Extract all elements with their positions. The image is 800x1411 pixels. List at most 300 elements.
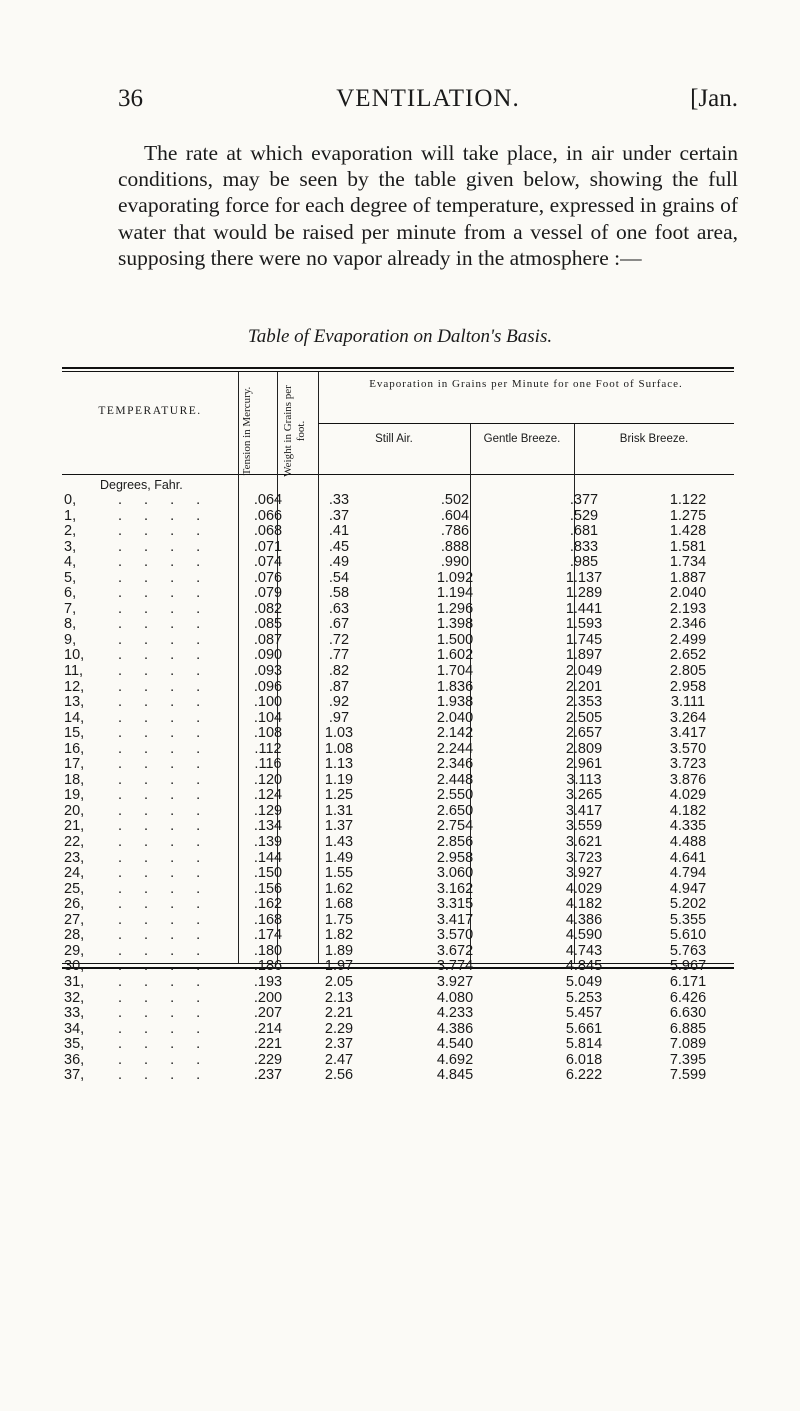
cell-gentle-breeze: 4.845 [565,958,603,975]
cell-still-air: 2.346 [436,756,474,773]
leader-dots: . . . . [118,709,210,726]
cell-brisk-breeze: 4.641 [669,849,707,866]
cell-degree: 7, [64,600,77,617]
header-gentle-breeze: Gentle Breeze. [483,433,561,445]
cell-degree: 5, [64,569,77,586]
cell-degree: 36, [64,1051,85,1068]
cell-brisk-breeze: 4.029 [669,787,707,804]
cell-brisk-breeze: 4.947 [669,880,707,897]
cell-weight: .72 [328,631,350,648]
cell-gentle-breeze: 2.201 [565,678,603,695]
leader-dots: . . . . [118,802,210,819]
leader-dots: . . . . [118,1005,210,1022]
leader-dots: . . . . [118,678,210,695]
cell-gentle-breeze: 2.657 [565,725,603,742]
cell-gentle-breeze: .985 [569,554,599,571]
cell-tension: .066 [253,507,283,524]
table-row [62,680,734,696]
table-row [62,711,734,727]
table-caption: Table of Evaporation on Dalton's Basis. [247,326,553,347]
cell-tension: .193 [253,973,283,990]
cell-still-air: 2.958 [436,849,474,866]
cell-tension: .082 [253,600,283,617]
cell-tension: .085 [253,616,283,633]
leader-dots: . . . . [118,538,210,555]
cell-degree: 22, [64,834,85,851]
cell-still-air: 4.233 [436,1005,474,1022]
cell-gentle-breeze: 3.621 [565,834,603,851]
units-label: Degrees, Fahr. [100,478,183,492]
cell-brisk-breeze: 6.171 [669,973,707,990]
cell-gentle-breeze: .681 [569,523,599,540]
cell-weight: .67 [328,616,350,633]
cell-still-air: 1.836 [436,678,474,695]
cell-tension: .108 [253,725,283,742]
cell-still-air: 4.080 [436,989,474,1006]
cell-gentle-breeze: 1.137 [565,569,603,586]
cell-still-air: 4.540 [436,1036,474,1053]
cell-weight: .82 [328,663,350,680]
leader-dots: . . . . [118,942,210,959]
cell-degree: 13, [64,694,85,711]
cell-brisk-breeze: 6.426 [669,989,707,1006]
table-body [62,493,734,1084]
cell-still-air: 1.704 [436,663,474,680]
cell-degree: 15, [64,725,85,742]
cell-weight: .41 [328,523,350,540]
cell-tension: .120 [253,771,283,788]
leader-dots: . . . . [118,663,210,680]
cell-brisk-breeze: 2.346 [669,616,707,633]
cell-tension: .237 [253,1067,283,1084]
cell-tension: .124 [253,787,283,804]
cell-brisk-breeze: 7.599 [669,1067,707,1084]
cell-gentle-breeze: 4.590 [565,927,603,944]
table-row [62,664,734,680]
cell-weight: .54 [328,569,350,586]
cell-gentle-breeze: 1.441 [565,600,603,617]
cell-still-air: 4.845 [436,1067,474,1084]
table-row [62,804,734,820]
cell-still-air: 3.927 [436,973,474,990]
cell-gentle-breeze: 5.049 [565,973,603,990]
cell-brisk-breeze: 2.958 [669,678,707,695]
table-row [62,1022,734,1038]
cell-brisk-breeze: 3.876 [669,771,707,788]
cell-weight: 2.56 [324,1067,354,1084]
leader-dots: . . . . [118,616,210,633]
leader-dots: . . . . [118,585,210,602]
table-row [62,742,734,758]
cell-gentle-breeze: 4.743 [565,942,603,959]
cell-tension: .174 [253,927,283,944]
table-row [62,928,734,944]
cell-degree: 29, [64,942,85,959]
cell-still-air: 2.550 [436,787,474,804]
intro-paragraph: The rate at which evaporation will take place, in air under certain conditions, may be seen by the table given below, showing the full evaporating force for each degree of temperature, expressed in grains of water that would be raised per minute from a vessel of one foot area, supposing there were no vapor already in the atmosphere :— [118,141,738,270]
cell-tension: .093 [253,663,283,680]
cell-still-air: 1.602 [436,647,474,664]
cell-weight: 2.05 [324,973,354,990]
cell-gentle-breeze: 2.049 [565,663,603,680]
cell-degree: 25, [64,880,85,897]
table-row [62,835,734,851]
cell-still-air: 1.500 [436,631,474,648]
leader-dots: . . . . [118,631,210,648]
cell-weight: .58 [328,585,350,602]
table-row [62,1037,734,1053]
cell-tension: .200 [253,989,283,1006]
cell-brisk-breeze: 3.723 [669,756,707,773]
cell-brisk-breeze: 1.734 [669,554,707,571]
cell-brisk-breeze: 1.887 [669,569,707,586]
cell-still-air: 3.672 [436,942,474,959]
cell-degree: 35, [64,1036,85,1053]
cell-still-air: 3.162 [436,880,474,897]
cell-brisk-breeze: 5.355 [669,911,707,928]
cell-brisk-breeze: 1.122 [669,492,707,508]
cell-weight: 1.55 [324,865,354,882]
cell-tension: .150 [253,865,283,882]
cell-tension: .180 [253,942,283,959]
leader-dots: . . . . [118,694,210,711]
cell-tension: .076 [253,569,283,586]
cell-brisk-breeze: 3.111 [670,694,706,711]
header-evaporation-group: Evaporation in Grains per Minute for one Foot of Surface. [369,378,683,390]
table-row [62,991,734,1007]
cell-tension: .071 [253,538,283,555]
cell-weight: .63 [328,600,350,617]
cell-tension: .207 [253,1005,283,1022]
cell-brisk-breeze: 3.417 [669,725,707,742]
cell-weight: 1.49 [324,849,354,866]
cell-tension: .079 [253,585,283,602]
cell-tension: .129 [253,802,283,819]
cell-degree: 4, [64,554,77,571]
cell-still-air: 3.417 [436,911,474,928]
leader-dots: . . . . [118,787,210,804]
cell-still-air: 3.570 [436,927,474,944]
leader-dots: . . . . [118,911,210,928]
cell-still-air: .502 [440,492,470,508]
cell-brisk-breeze: 1.275 [669,507,707,524]
cell-still-air: .604 [440,507,470,524]
cell-gentle-breeze: 5.457 [565,1005,603,1022]
table-row [62,975,734,991]
leader-dots: . . . . [118,880,210,897]
cell-degree: 12, [64,678,85,695]
cell-gentle-breeze: 5.661 [565,1020,603,1037]
cell-tension: .096 [253,678,283,695]
cell-tension: .162 [253,896,283,913]
table-row [62,648,734,664]
leader-dots: . . . . [118,492,210,508]
cell-brisk-breeze: 3.570 [669,740,707,757]
cell-tension: .090 [253,647,283,664]
table-row [62,819,734,835]
cell-weight: 1.03 [324,725,354,742]
table-row [62,944,734,960]
page-number: 36 [118,85,143,112]
cell-gentle-breeze: 2.961 [565,756,603,773]
cell-tension: .139 [253,834,283,851]
table-row [62,524,734,540]
leader-dots: . . . . [118,865,210,882]
table-row [62,695,734,711]
table-row [62,1006,734,1022]
cell-degree: 8, [64,616,77,633]
leader-dots: . . . . [118,771,210,788]
cell-brisk-breeze: 4.488 [669,834,707,851]
cell-tension: .112 [254,740,282,757]
cell-still-air: 2.244 [436,740,474,757]
cell-gentle-breeze: .529 [569,507,599,524]
cell-weight: 1.68 [324,896,354,913]
cell-degree: 34, [64,1020,85,1037]
cell-weight: .33 [328,492,350,508]
leader-dots: . . . . [118,849,210,866]
cell-tension: .229 [253,1051,283,1068]
cell-degree: 23, [64,849,85,866]
leader-dots: . . . . [118,523,210,540]
table-row [62,509,734,525]
cell-gentle-breeze: .833 [569,538,599,555]
leader-dots: . . . . [118,569,210,586]
cell-brisk-breeze: 4.335 [669,818,707,835]
cell-weight: 1.97 [324,958,354,975]
cell-still-air: 2.754 [436,818,474,835]
cell-tension: .221 [253,1036,283,1053]
cell-degree: 28, [64,927,85,944]
cell-weight: .92 [328,694,350,711]
table-row [62,555,734,571]
cell-gentle-breeze: 3.559 [565,818,603,835]
cell-weight: 1.62 [324,880,354,897]
cell-brisk-breeze: 2.040 [669,585,707,602]
cell-degree: 21, [64,818,85,835]
cell-brisk-breeze: 2.805 [669,663,707,680]
cell-weight: 2.21 [324,1005,354,1022]
cell-gentle-breeze: 3.927 [565,865,603,882]
cell-still-air: 2.040 [436,709,474,726]
cell-weight: .77 [328,647,350,664]
cell-degree: 9, [64,631,77,648]
cell-degree: 17, [64,756,85,773]
cell-weight: .87 [328,678,350,695]
cell-tension: .100 [253,694,283,711]
cell-degree: 2, [64,523,77,540]
cell-degree: 30, [64,958,85,975]
cell-degree: 20, [64,802,85,819]
cell-gentle-breeze: 5.814 [565,1036,603,1053]
running-header [118,85,738,125]
cell-weight: 1.43 [324,834,354,851]
table-row [62,586,734,602]
cell-brisk-breeze: 4.182 [669,802,707,819]
cell-degree: 11, [64,663,84,680]
cell-degree: 10, [64,647,85,664]
cell-gentle-breeze: 3.417 [565,802,603,819]
cell-brisk-breeze: 4.794 [669,865,707,882]
cell-weight: 1.82 [324,927,354,944]
cell-degree: 24, [64,865,85,882]
cell-degree: 37, [64,1067,85,1084]
cell-degree: 18, [64,771,85,788]
cell-weight: .97 [328,709,350,726]
cell-weight: 1.25 [324,787,354,804]
table-row [62,540,734,556]
cell-tension: .074 [253,554,283,571]
cell-degree: 6, [64,585,77,602]
cell-brisk-breeze: 5.610 [669,927,707,944]
cell-tension: .156 [253,880,283,897]
cell-still-air: 2.448 [436,771,474,788]
cell-brisk-breeze: 7.089 [669,1036,707,1053]
leader-dots: . . . . [118,896,210,913]
table-row [62,866,734,882]
cell-still-air: 2.856 [436,834,474,851]
cell-brisk-breeze: 6.885 [669,1020,707,1037]
cell-gentle-breeze: 2.505 [565,709,603,726]
cell-weight: 2.37 [324,1036,354,1053]
cell-gentle-breeze: 3.723 [565,849,603,866]
cell-weight: 2.29 [324,1020,354,1037]
leader-dots: . . . . [118,756,210,773]
cell-gentle-breeze: 2.353 [565,694,603,711]
header-brisk-breeze: Brisk Breeze. [619,433,689,445]
cell-still-air: 4.692 [436,1051,474,1068]
cell-tension: .144 [253,849,283,866]
cell-weight: .49 [328,554,350,571]
cell-brisk-breeze: 2.193 [669,600,707,617]
leader-dots: . . . . [118,725,210,742]
header-temperature: TEMPERATURE. [98,405,202,417]
cell-degree: 26, [64,896,85,913]
cell-still-air: .786 [440,523,470,540]
table-row [62,851,734,867]
table-header-rule [62,474,734,475]
cell-still-air: 4.386 [436,1020,474,1037]
cell-weight: 2.47 [324,1051,354,1068]
cell-gentle-breeze: 4.386 [565,911,603,928]
cell-weight: 1.37 [324,818,354,835]
cell-degree: 16, [64,740,85,757]
cell-gentle-breeze: 4.182 [565,896,603,913]
cell-gentle-breeze: 5.253 [565,989,603,1006]
cell-still-air: 1.296 [436,600,474,617]
cell-tension: .134 [253,818,283,835]
cell-still-air: 2.142 [436,725,474,742]
cell-degree: 31, [64,973,85,990]
header-weight: Weight in Grains per foot. [282,385,307,477]
table-row [62,633,734,649]
cell-degree: 27, [64,911,85,928]
cell-tension: .168 [253,911,283,928]
table-top-rule-thin [62,371,734,372]
cell-gentle-breeze: 4.029 [565,880,603,897]
table-row [62,493,734,509]
cell-still-air: 2.650 [436,802,474,819]
table-row [62,788,734,804]
cell-still-air: .888 [440,538,470,555]
leader-dots: . . . . [118,818,210,835]
cell-gentle-breeze: .377 [569,492,599,508]
cell-still-air: 1.398 [436,616,474,633]
cell-degree: 32, [64,989,85,1006]
table-row [62,757,734,773]
cell-brisk-breeze: 2.499 [669,631,707,648]
cell-gentle-breeze: 1.289 [565,585,603,602]
cell-still-air: 1.938 [436,694,474,711]
cell-brisk-breeze: 5.202 [669,896,707,913]
table-row [62,726,734,742]
header-still-air: Still Air. [375,433,413,445]
cell-still-air: .990 [440,554,470,571]
leader-dots: . . . . [118,1036,210,1053]
leader-dots: . . . . [118,740,210,757]
running-title: VENTILATION. [336,85,520,112]
cell-tension: .186 [253,958,283,975]
cell-tension: .214 [253,1020,283,1037]
running-date: [Jan. [690,85,738,112]
cell-still-air: 1.092 [436,569,474,586]
cell-gentle-breeze: 3.265 [565,787,603,804]
table-row [62,617,734,633]
table-row [62,913,734,929]
cell-still-air: 1.194 [436,585,474,602]
leader-dots: . . . . [118,958,210,975]
header-tension: Tension in Mercury. [241,386,253,476]
table-row [62,773,734,789]
leader-dots: . . . . [118,989,210,1006]
leader-dots: . . . . [118,1051,210,1068]
cell-gentle-breeze: 2.809 [565,740,603,757]
cell-gentle-breeze: 1.897 [565,647,603,664]
cell-weight: 1.08 [324,740,354,757]
cell-tension: .087 [253,631,283,648]
cell-weight: .45 [328,538,350,555]
cell-tension: .068 [253,523,283,540]
cell-tension: .104 [253,709,283,726]
cell-degree: 33, [64,1005,85,1022]
evaporation-group-rule [318,423,734,424]
cell-weight: 2.13 [324,989,354,1006]
cell-tension: .116 [254,756,282,773]
cell-weight: 1.19 [324,771,354,788]
cell-brisk-breeze: 6.630 [669,1005,707,1022]
leader-dots: . . . . [118,600,210,617]
cell-brisk-breeze: 3.264 [669,709,707,726]
cell-brisk-breeze: 5.967 [669,958,707,975]
cell-gentle-breeze: 6.222 [565,1067,603,1084]
cell-weight: .37 [328,507,350,524]
cell-gentle-breeze: 3.113 [566,771,602,788]
table-row [62,1053,734,1069]
leader-dots: . . . . [118,507,210,524]
cell-brisk-breeze: 2.652 [669,647,707,664]
cell-degree: 0, [64,492,77,508]
cell-weight: 1.13 [324,756,354,773]
leader-dots: . . . . [118,1020,210,1037]
table-row [62,882,734,898]
cell-degree: 19, [64,787,85,804]
cell-degree: 14, [64,709,85,726]
cell-gentle-breeze: 6.018 [565,1051,603,1068]
cell-still-air: 3.315 [436,896,474,913]
cell-weight: 1.75 [324,911,354,928]
leader-dots: . . . . [118,973,210,990]
cell-degree: 1, [64,507,77,524]
